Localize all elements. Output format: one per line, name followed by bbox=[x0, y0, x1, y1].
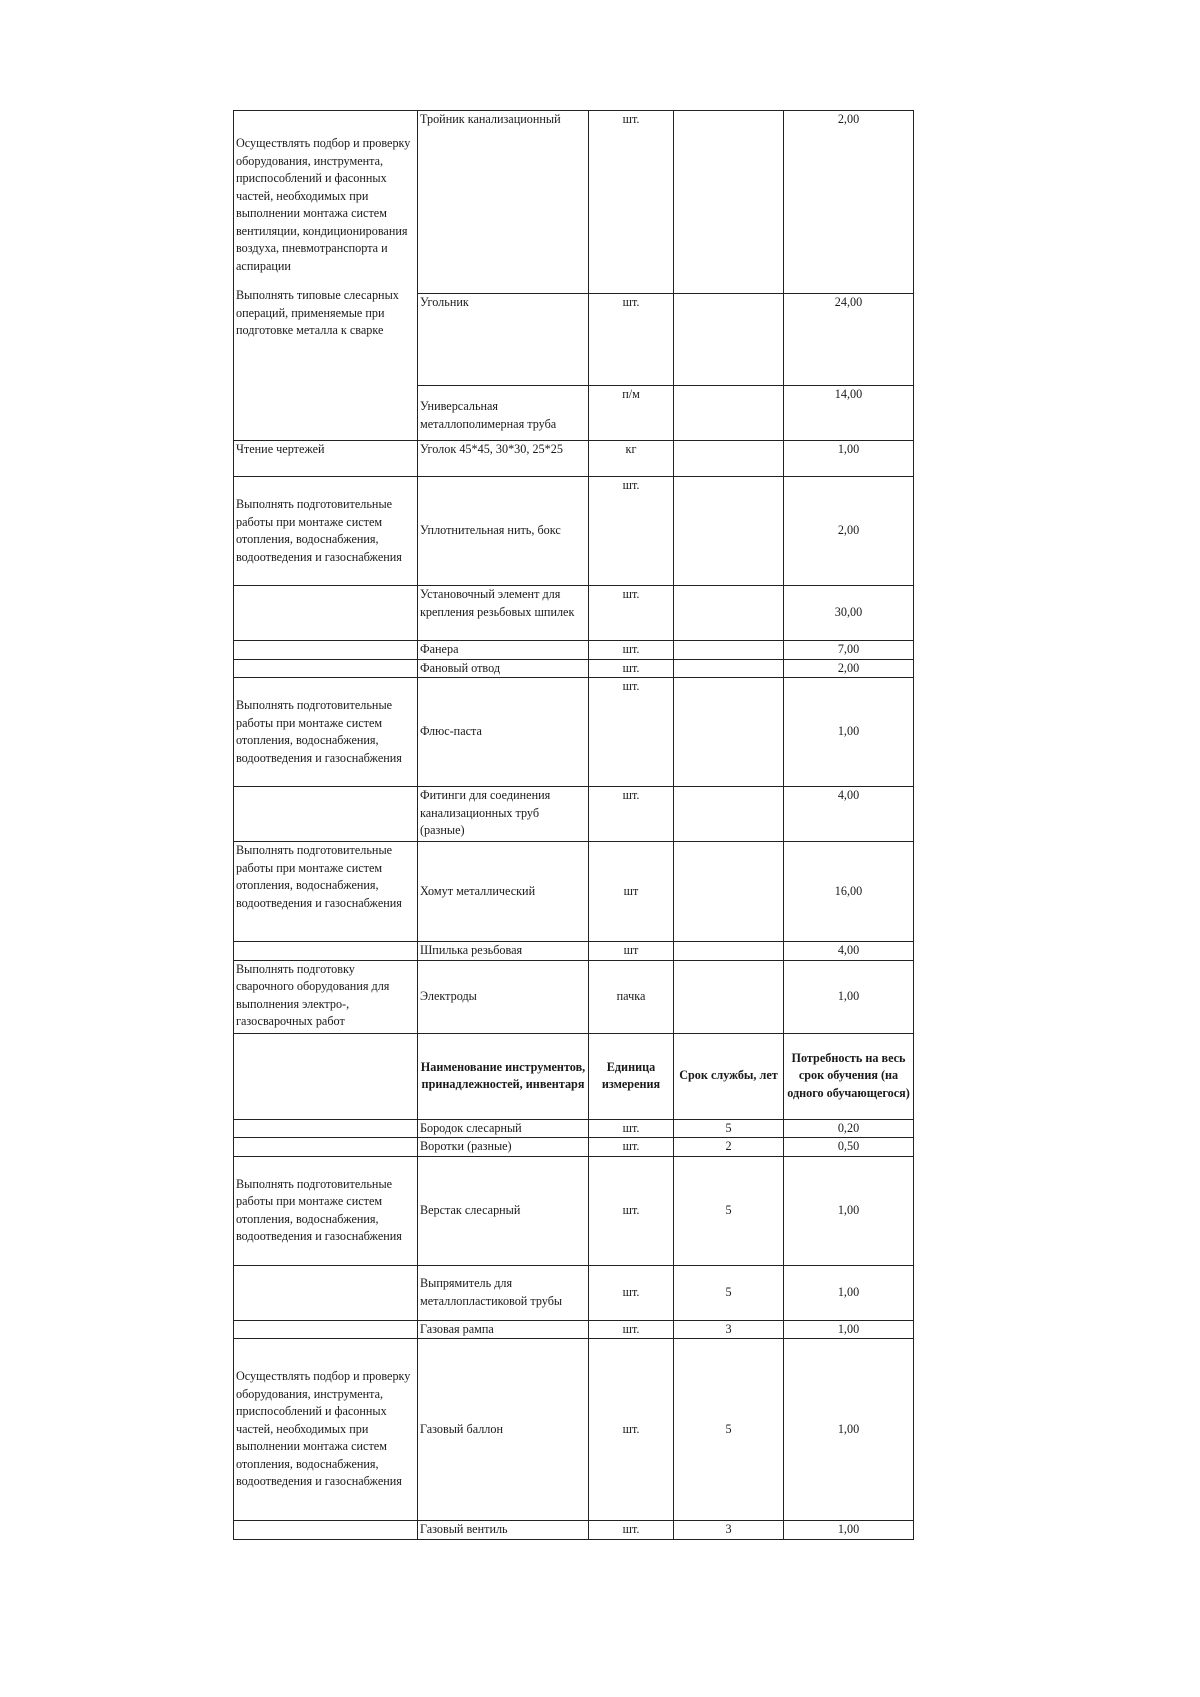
competency-cell bbox=[234, 659, 418, 678]
unit-cell: шт. bbox=[589, 1265, 674, 1320]
unit-cell: шт. bbox=[589, 787, 674, 842]
life-cell bbox=[674, 294, 784, 386]
header-item: Наименование инструментов, принадлежностей, инвентаря bbox=[418, 1033, 589, 1119]
qty-cell: 1,00 bbox=[784, 1320, 914, 1339]
competency-cell bbox=[234, 1138, 418, 1157]
table-row bbox=[234, 678, 914, 787]
unit-cell: п/м bbox=[589, 386, 674, 441]
item-cell: Установочный элемент для крепления резьбовых шпилек bbox=[418, 586, 589, 641]
competency-cell: Чтение чертежей bbox=[234, 441, 418, 477]
item-cell: Тройник канализационный bbox=[418, 111, 589, 294]
item-cell: Воротки (разные) bbox=[418, 1138, 589, 1157]
competency-cell: Выполнять подготовку сварочного оборудования для выполнения электро-, газосварочных работ bbox=[234, 960, 418, 1033]
competency-cell bbox=[234, 586, 418, 641]
item-cell: Электроды bbox=[418, 960, 589, 1033]
item-cell: Газовый баллон bbox=[418, 1339, 589, 1521]
qty-cell: 1,00 bbox=[784, 1265, 914, 1320]
header-life: Срок службы, лет bbox=[674, 1033, 784, 1119]
header-qty: Потребность на весь срок обучения (на одного обучающегося) bbox=[784, 1033, 914, 1119]
unit-cell: шт. bbox=[589, 1119, 674, 1138]
unit-cell: шт bbox=[589, 842, 674, 942]
competency-cell bbox=[234, 942, 418, 961]
qty-cell: 1,00 bbox=[784, 1156, 914, 1265]
life-cell: 3 bbox=[674, 1521, 784, 1540]
qty-cell: 24,00 bbox=[784, 294, 914, 386]
life-cell bbox=[674, 960, 784, 1033]
unit-cell: шт. bbox=[589, 1521, 674, 1540]
table-row bbox=[234, 1119, 914, 1138]
life-cell bbox=[674, 641, 784, 660]
qty-cell: 0,50 bbox=[784, 1138, 914, 1157]
item-cell: Уплотнительная нить, бокс bbox=[418, 477, 589, 586]
unit-cell: шт. bbox=[589, 641, 674, 660]
qty-cell: 2,00 bbox=[784, 659, 914, 678]
qty-cell: 16,00 bbox=[784, 842, 914, 942]
unit-cell: кг bbox=[589, 441, 674, 477]
table-row bbox=[234, 659, 914, 678]
life-cell bbox=[674, 842, 784, 942]
life-cell: 2 bbox=[674, 1138, 784, 1157]
unit-cell: шт. bbox=[589, 111, 674, 294]
life-cell: 3 bbox=[674, 1320, 784, 1339]
unit-cell: шт bbox=[589, 942, 674, 961]
item-cell: Фитинги для соединения канализационных труб (разные) bbox=[418, 787, 589, 842]
equipment-table bbox=[233, 110, 914, 1540]
item-cell: Шпилька резьбовая bbox=[418, 942, 589, 961]
qty-cell: 0,20 bbox=[784, 1119, 914, 1138]
competency-text: Выполнять типовые слесарных операций, применяемые при подготовке металла к сварке bbox=[236, 288, 399, 337]
unit-cell: шт. bbox=[589, 1138, 674, 1157]
life-cell bbox=[674, 441, 784, 477]
qty-cell: 2,00 bbox=[784, 477, 914, 586]
life-cell bbox=[674, 386, 784, 441]
item-cell: Угольник bbox=[418, 294, 589, 386]
item-cell: Бородок слесарный bbox=[418, 1119, 589, 1138]
table-row bbox=[234, 960, 914, 1033]
qty-cell: 30,00 bbox=[784, 586, 914, 641]
table-row bbox=[234, 586, 914, 641]
qty-cell: 1,00 bbox=[784, 1521, 914, 1540]
life-cell bbox=[674, 659, 784, 678]
competency-cell: Выполнять подготовительные работы при монтаже систем отопления, водоснабжения, водоотведения и газоснабжения bbox=[234, 678, 418, 787]
competency-cell bbox=[234, 1265, 418, 1320]
competency-cell: Выполнять подготовительные работы при монтаже систем отопления, водоснабжения, водоотведения и газоснабжения bbox=[234, 477, 418, 586]
header-empty-cell bbox=[234, 1033, 418, 1119]
unit-cell: шт. bbox=[589, 1320, 674, 1339]
qty-cell: 4,00 bbox=[784, 942, 914, 961]
life-cell bbox=[674, 787, 784, 842]
item-cell: Верстак слесарный bbox=[418, 1156, 589, 1265]
unit-cell: шт. bbox=[589, 586, 674, 641]
item-cell: Флюс-паста bbox=[418, 678, 589, 787]
competency-cell bbox=[234, 1119, 418, 1138]
life-cell bbox=[674, 477, 784, 586]
item-cell bbox=[418, 386, 589, 441]
qty-cell: 4,00 bbox=[784, 787, 914, 842]
life-cell bbox=[674, 678, 784, 787]
life-cell bbox=[674, 586, 784, 641]
table-row bbox=[234, 1265, 914, 1320]
competency-cell bbox=[234, 641, 418, 660]
table-row bbox=[234, 1138, 914, 1157]
qty-cell: 1,00 bbox=[784, 441, 914, 477]
header-unit: Единица измерения bbox=[589, 1033, 674, 1119]
table-row bbox=[234, 477, 914, 586]
table-row bbox=[234, 842, 914, 942]
item-cell: Хомут металлический bbox=[418, 842, 589, 942]
competency-cell: Выполнять подготовительные работы при монтаже систем отопления, водоснабжения, водоотведения и газоснабжения bbox=[234, 842, 418, 942]
unit-cell: шт. bbox=[589, 1156, 674, 1265]
life-cell: 5 bbox=[674, 1119, 784, 1138]
competency-text: Осуществлять подбор и проверку оборудования, инструмента, приспособлений и фасонных частей, необходимых при выполнении монтажа систем вентиляции, кондиционирования воздуха, пневмотранспорта и аспирации bbox=[236, 136, 411, 273]
unit-cell: шт. bbox=[589, 477, 674, 586]
life-cell: 5 bbox=[674, 1339, 784, 1521]
competency-cell: Выполнять подготовительные работы при монтаже систем отопления, водоснабжения, водоотведения и газоснабжения bbox=[234, 1156, 418, 1265]
unit-cell: шт. bbox=[589, 1339, 674, 1521]
unit-cell: пачка bbox=[589, 960, 674, 1033]
table-header-row bbox=[234, 1033, 914, 1119]
competency-cell: Осуществлять подбор и проверку оборудования, инструмента, приспособлений и фасонных частей, необходимых при выполнении монтажа систем отопления, водоснабжения, водоотведения и газоснабжения bbox=[234, 1339, 418, 1521]
qty-cell: 1,00 bbox=[784, 1339, 914, 1521]
unit-cell: шт. bbox=[589, 659, 674, 678]
item-text: Универсальная металлополимерная труба bbox=[420, 399, 557, 431]
table-row bbox=[234, 1320, 914, 1339]
item-cell: Газовый вентиль bbox=[418, 1521, 589, 1540]
competency-cell bbox=[234, 1320, 418, 1339]
table-row bbox=[234, 942, 914, 961]
life-cell bbox=[674, 111, 784, 294]
table-row bbox=[234, 1521, 914, 1540]
life-cell: 5 bbox=[674, 1156, 784, 1265]
table-row bbox=[234, 1339, 914, 1521]
table-row bbox=[234, 1156, 914, 1265]
item-cell: Уголок 45*45, 30*30, 25*25 bbox=[418, 441, 589, 477]
qty-cell: 2,00 bbox=[784, 111, 914, 294]
qty-cell: 7,00 bbox=[784, 641, 914, 660]
qty-cell: 1,00 bbox=[784, 960, 914, 1033]
competency-cell bbox=[234, 1521, 418, 1540]
table-row bbox=[234, 111, 914, 294]
unit-cell: шт. bbox=[589, 294, 674, 386]
item-cell: Фанера bbox=[418, 641, 589, 660]
item-cell: Выпрямитель для металлопластиковой трубы bbox=[418, 1265, 589, 1320]
item-cell: Газовая рампа bbox=[418, 1320, 589, 1339]
life-cell bbox=[674, 942, 784, 961]
competency-cell bbox=[234, 787, 418, 842]
life-cell: 5 bbox=[674, 1265, 784, 1320]
table-row bbox=[234, 787, 914, 842]
qty-cell: 1,00 bbox=[784, 678, 914, 787]
item-cell: Фановый отвод bbox=[418, 659, 589, 678]
unit-cell: шт. bbox=[589, 678, 674, 787]
table-row bbox=[234, 641, 914, 660]
table-row bbox=[234, 441, 914, 477]
competency-cell-merged bbox=[234, 111, 418, 441]
qty-cell: 14,00 bbox=[784, 386, 914, 441]
